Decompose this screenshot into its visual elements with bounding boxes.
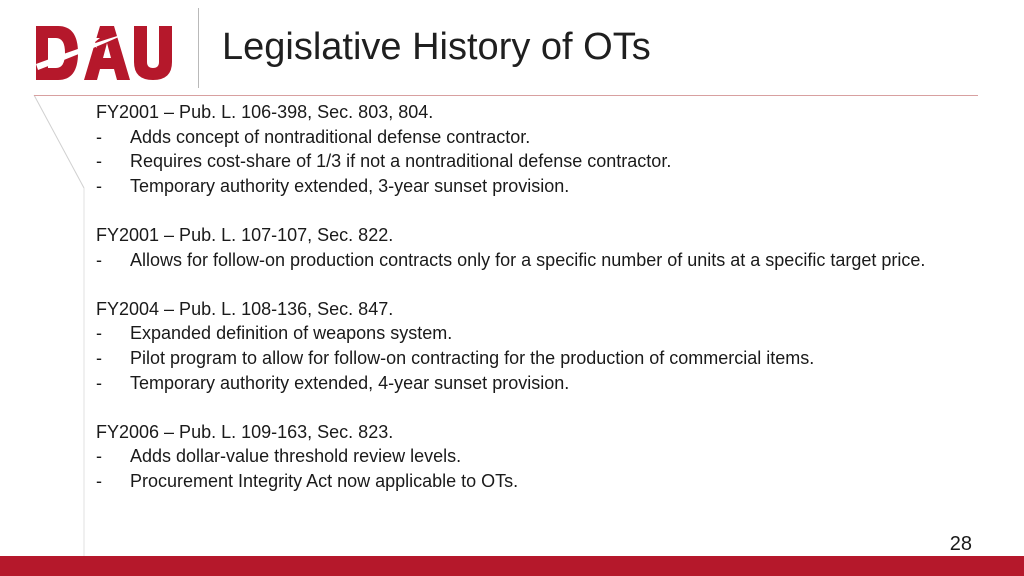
bullet-dash: -	[96, 175, 102, 196]
footer-bar	[0, 556, 1024, 576]
header-divider	[198, 8, 199, 88]
section-fy2001-107-107	[96, 223, 976, 272]
list-item	[96, 149, 976, 174]
bullet-dash: -	[96, 446, 102, 467]
list-item	[96, 371, 976, 396]
list-item-text: Requires cost-share of 1/3 if not a nontraditional defense contractor.	[130, 151, 672, 172]
slide-title: Legislative History of OTs	[222, 26, 651, 68]
section-fy2006-109-163	[96, 420, 976, 494]
list-item	[96, 469, 976, 494]
header-rule	[34, 95, 978, 96]
dau-logo	[34, 24, 174, 82]
bullet-dash: -	[96, 249, 102, 270]
list-item	[96, 125, 976, 150]
list-item	[96, 346, 976, 371]
section-heading: FY2001 – Pub. L. 107-107, Sec. 822.	[96, 224, 394, 245]
list-item-text: Pilot program to allow for follow-on contracting for the production of commercial items.	[130, 347, 815, 368]
list-item	[96, 444, 976, 469]
list-item	[96, 248, 976, 273]
page-number: 28	[949, 533, 972, 555]
section-heading: FY2004 – Pub. L. 108-136, Sec. 847.	[96, 298, 394, 319]
section-heading: FY2006 – Pub. L. 109-163, Sec. 823.	[96, 421, 394, 442]
bullet-dash: -	[96, 323, 102, 344]
list-item-text: Procurement Integrity Act now applicable to OTs.	[130, 470, 519, 491]
bullet-dash: -	[96, 470, 102, 491]
section-fy2004-108-136	[96, 297, 976, 395]
bullet-dash: -	[96, 126, 102, 147]
slide-content	[96, 100, 976, 518]
section-fy2001-106-398	[96, 100, 976, 198]
list-item-text: Temporary authority extended, 4-year sunset provision.	[130, 372, 570, 393]
bullet-dash: -	[96, 347, 102, 368]
section-heading: FY2001 – Pub. L. 106-398, Sec. 803, 804.	[96, 102, 434, 122]
list-item-text: Temporary authority extended, 3-year sunset provision.	[130, 175, 570, 196]
bullet-dash: -	[96, 151, 102, 172]
list-item	[96, 321, 976, 346]
list-item-text: Allows for follow-on production contracts only for a specific number of units at a specific target price.	[130, 249, 926, 270]
list-item-text: Expanded definition of weapons system.	[130, 323, 453, 344]
list-item-text: Adds dollar-value threshold review levels.	[130, 446, 462, 467]
bullet-dash: -	[96, 372, 102, 393]
list-item-text: Adds concept of nontraditional defense contractor.	[130, 126, 531, 147]
list-item	[96, 174, 976, 199]
